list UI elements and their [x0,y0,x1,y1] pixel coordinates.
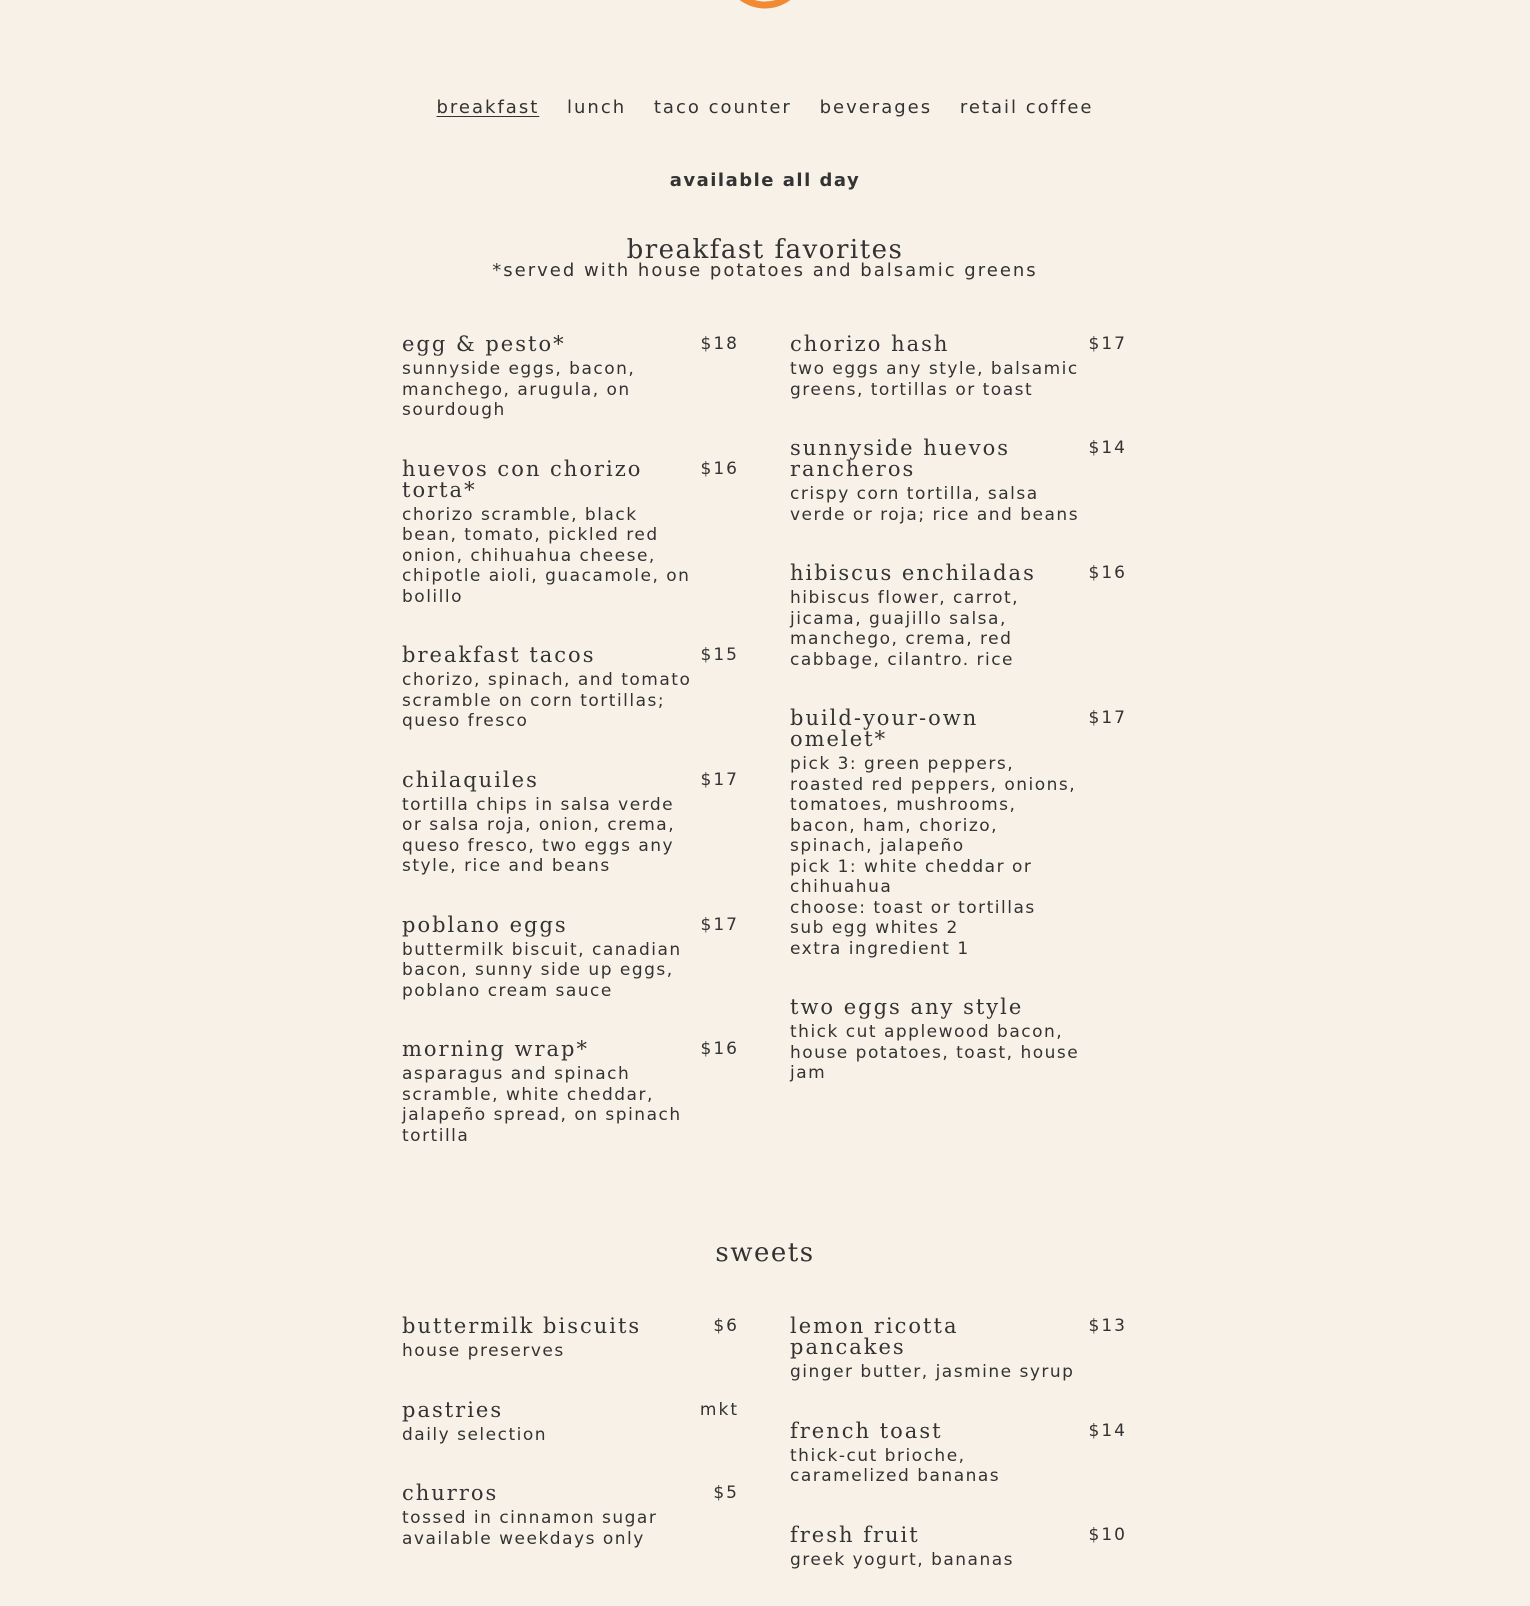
menu-item-name: fresh fruit [790,1522,920,1547]
menu-item-description-line: thick cut applewood bacon, house potatoes, toast, house jam [790,1022,1080,1083]
menu-item [790,561,1127,670]
nav-lunch[interactable]: lunch [567,97,627,118]
menu-item [402,1481,739,1549]
menu-item [402,643,739,732]
menu-item [790,1523,1127,1571]
menu-item-description-line: choose: toast or tortillas [790,897,1036,918]
menu-item-price: mkt [699,1399,739,1420]
menu-item-description [402,940,692,1002]
menu-item-header [790,436,1127,480]
menu-item-header [402,913,739,936]
menu-item-description [790,1022,1080,1084]
menu-item-header [402,1481,739,1504]
section-note-breakfast: *served with house potatoes and balsamic greens [492,260,1038,281]
menu-item-price: $14 [1088,438,1127,458]
menu-item-name: chorizo hash [790,332,950,356]
menu-item-description [790,754,1080,959]
menu-item [402,768,739,877]
menu-item-description [790,1446,1080,1487]
menu-item-description-line: asparagus and spinach scramble, white cheddar, jalapeño spread, on spinach tortilla [402,1064,682,1146]
menu-item-price: $17 [1088,334,1127,354]
menu-item [402,332,739,421]
sweets-left-column [402,1314,739,1585]
menu-item-price: $16 [700,1039,739,1059]
menu-item-description [790,1362,1080,1383]
menu-item-price: $16 [700,458,739,479]
menu-item-description-line: buttermilk biscuit, canadian bacon, sunny side up eggs, poblano cream sauce [402,939,682,1001]
menu-item-description-line: chorizo scramble, black bean, tomato, pickled red onion, chihuahua cheese, chipotle aioli, guacamole, on bolillo [402,504,691,607]
menu-item-description-line: chorizo, spinach, and tomato scramble on corn tortillas; queso fresco [402,670,692,731]
menu-item-header [790,706,1127,750]
menu-item-description-line: tossed in cinnamon sugar [402,1508,658,1528]
menu-item-description-line: tortilla chips in salsa verde or salsa roja, onion, crema, queso fresco, two eggs any style, rice and beans [402,794,676,876]
menu-item-price: $17 [700,914,739,935]
menu-item-header [790,1314,1127,1358]
menu-item-name: morning wrap* [402,1037,589,1061]
menu-item-header [402,332,739,355]
menu-item-description-line: sunnyside eggs, bacon, manchego, arugula, on sourdough [402,359,636,420]
section-title-sweets: sweets [715,1238,815,1268]
menu-item-description-line: house preserves [402,1341,565,1361]
menu-item [790,995,1127,1084]
menu-item-header [790,332,1127,355]
menu-item-name: buttermilk biscuits [402,1314,642,1338]
menu-item-price: $10 [1088,1524,1127,1545]
nav-taco-counter[interactable]: taco counter [653,97,792,118]
menu-item-description-line: sub egg whites 2 [790,918,959,938]
menu-item-name: churros [402,1481,499,1505]
menu-item-name: sunnyside huevos rancheros [790,436,1011,481]
section-title-breakfast: breakfast favorites [626,235,904,265]
menu-item-price: $17 [1088,708,1127,728]
nav-breakfast[interactable]: breakfast [436,97,540,118]
menu-item-name: poblano eggs [402,912,568,937]
menu-item-description [402,1064,692,1146]
menu-item-description [790,484,1080,525]
menu-item-description-line: thick-cut brioche, caramelized bananas [790,1445,1001,1486]
menu-item-description-line: pick 3: green peppers, roasted red peppers, onions, tomatoes, mushrooms, bacon, ham, chorizo, spinach, jalapeño [790,754,1077,856]
menu-item-name: french toast [790,1418,943,1443]
breakfast-right-column [790,332,1127,1120]
menu-item-price: $5 [713,1483,739,1503]
menu-item-price: $14 [1088,1420,1127,1441]
menu-item-price: $13 [1088,1316,1127,1336]
menu-item [402,1398,739,1446]
menu-item-description [402,1341,692,1362]
menu-item-header [790,1523,1127,1546]
menu-item-name: huevos con chorizo torta* [402,456,643,502]
menu-item-name: breakfast tacos [402,643,596,667]
nav-beverages[interactable]: beverages [819,97,933,118]
menu-item-name: build-your-own omelet* [790,706,979,751]
menu-item-description-line: greek yogurt, bananas [790,1549,1015,1570]
menu-item-description-line: two eggs any style, balsamic greens, tortillas or toast [790,359,1079,400]
menu-item-header [402,643,739,666]
menu-item-description [402,795,692,877]
nav-retail-coffee[interactable]: retail coffee [959,97,1094,118]
menu-nav [0,97,1530,118]
menu-item-header [790,561,1127,584]
menu-item-price: $15 [700,645,739,665]
breakfast-left-column [402,332,739,1182]
menu-item-header [790,995,1127,1018]
menu-item-description-line: available weekdays only [402,1528,645,1549]
menu-item-description [790,588,1080,670]
menu-item-description-line: crispy corn tortilla, salsa verde or roja; rice and beans [790,484,1080,525]
menu-item-name: lemon ricotta pancakes [790,1314,959,1359]
menu-item [402,1314,739,1362]
menu-item-description [402,1508,692,1549]
menu-item-description [402,505,692,608]
menu-item-header [402,1037,739,1060]
menu-item [402,1037,739,1146]
menu-item [402,457,739,608]
menu-item-description-line: pick 1: white cheddar or chihuahua [790,856,1033,897]
menu-item-description [790,359,1080,400]
menu-item-name: hibiscus enchiladas [790,561,1036,585]
orange-ring-logo-icon [722,0,808,12]
menu-item [790,1419,1127,1487]
menu-item-header [402,457,739,501]
menu-item-header [402,1398,739,1421]
menu-item-price: $6 [713,1316,739,1336]
menu-item [402,913,739,1002]
menu-item-name: two eggs any style [790,995,1024,1019]
menu-item-description [402,1425,692,1446]
menu-item-header [402,1314,739,1337]
menu-item-name: chilaquiles [402,767,539,792]
availability-note: available all day [669,170,861,191]
menu-item-price: $16 [1088,563,1127,583]
menu-item [790,332,1127,400]
menu-item-name: egg & pesto* [402,332,566,356]
menu-item [790,706,1127,959]
menu-item [790,436,1127,525]
menu-item-description [402,359,692,421]
menu-item-price: $18 [700,334,739,354]
menu-item-description-line: ginger butter, jasmine syrup [790,1362,1075,1382]
menu-item-description-line: hibiscus flower, carrot, jicama, guajillo salsa, manchego, crema, red cabbage, cilantro. rice [790,588,1020,670]
sweets-right-column [790,1314,1127,1606]
menu-item-description [402,670,692,732]
menu-item-price: $17 [700,769,739,790]
menu-item-header [790,1419,1127,1442]
menu-item-name: pastries [402,1397,504,1422]
menu-item [790,1314,1127,1383]
menu-item-description-line: extra ingredient 1 [790,938,970,959]
menu-item-description-line: daily selection [402,1424,548,1445]
menu-item-header [402,768,739,791]
menu-item-description [790,1550,1080,1571]
